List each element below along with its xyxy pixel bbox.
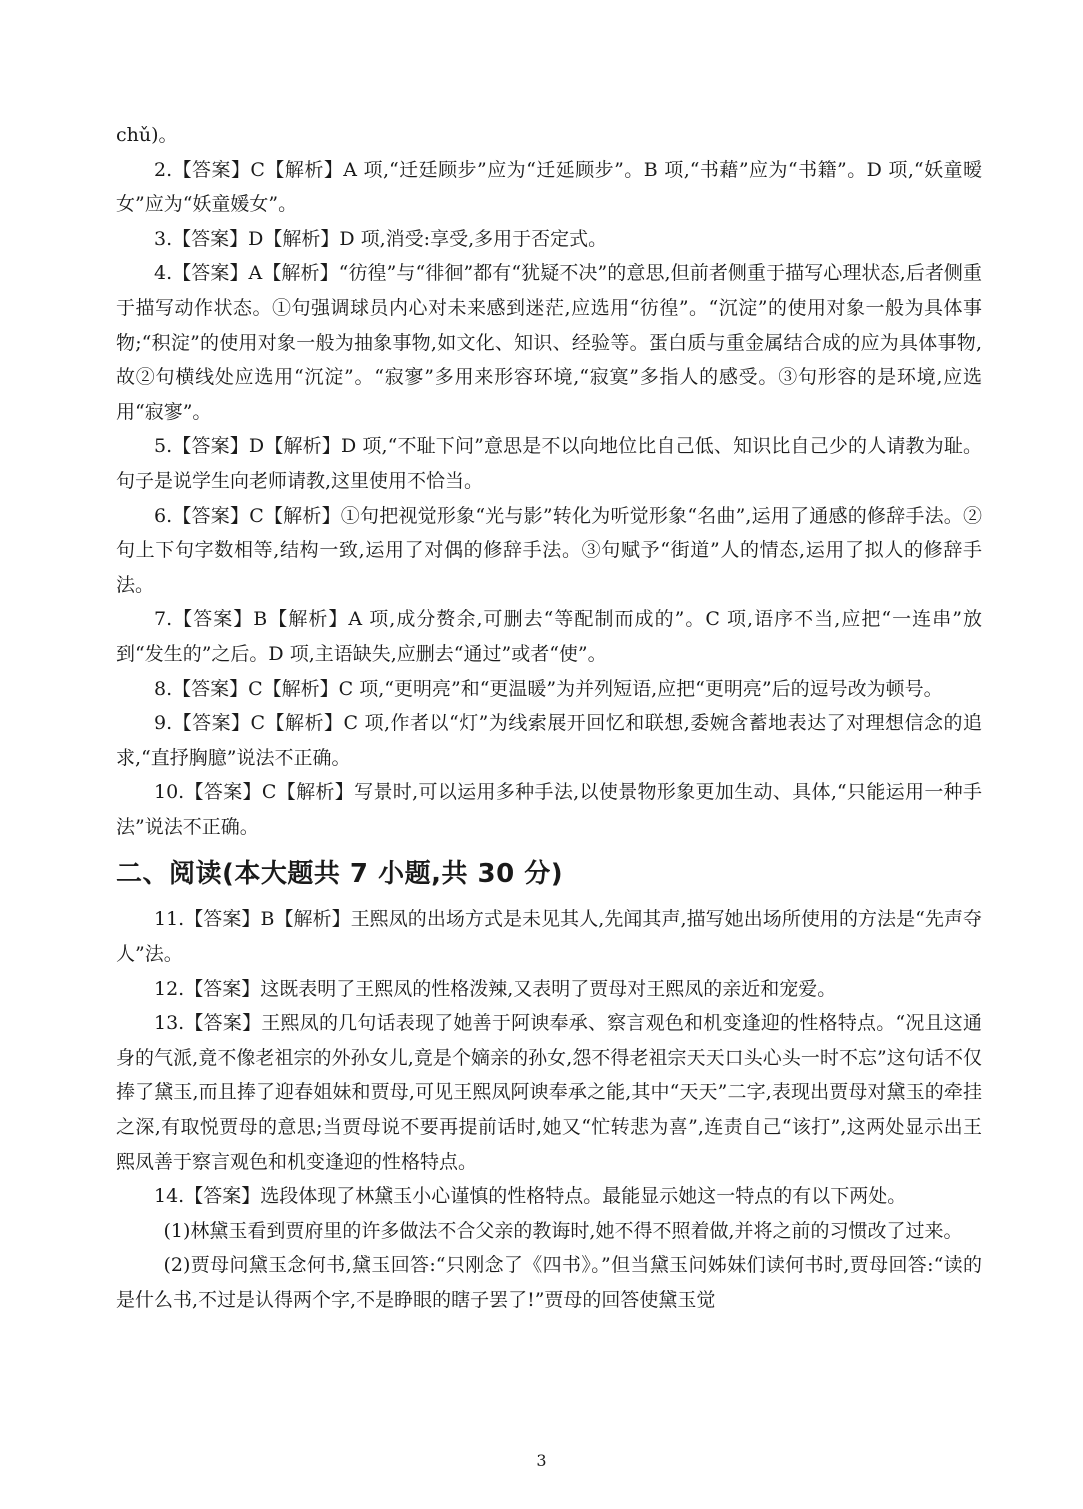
answer-item-2: 2.【答案】C【解析】A 项,“迁廷顾步”应为“迁延顾步”。B 项,“书藉”应为“书籍”。D 项,“妖童暧女”应为“妖童媛女”。 bbox=[116, 158, 982, 216]
answer-item-9: 9.【答案】C【解析】C 项,作者以“灯”为线索展开回忆和联想,委婉含蓄地表达了对理想信念的追求,“直抒胸臆”说法不正确。 bbox=[116, 712, 982, 769]
answer-item-14: 14.【答案】选段体现了林黛玉小心谨慎的性格特点。最能显示她这一特点的有以下两处。 bbox=[154, 1185, 907, 1208]
section-heading-reading: 二、阅读(本大题共 7 小题,共 30 分) bbox=[116, 859, 564, 890]
answer-item-10: 10.【答案】C【解析】写景时,可以运用多种手法,以使景物形象更加生动、具体,“只能运用一种手法”说法不正确。 bbox=[116, 781, 982, 838]
answer-item-6: 6.【答案】C【解析】①句把视觉形象“光与影”转化为听觉形象“名曲”,运用了通感的修辞手法。②句上下句字数相等,结构一致,运用了对偶的修辞手法。③句赋予“街道”人的情态,运用了拟人的修辞手法。 bbox=[116, 504, 982, 596]
answer-item-5: 5.【答案】D【解析】D 项,“不耻下问”意思是不以向地位比自己低、知识比自己少的人请教为耻。句子是说学生向老师请教,这里使用不恰当。 bbox=[116, 435, 982, 492]
answer-item-7: 7.【答案】B【解析】A 项,成分赘余,可删去“等配制而成的”。C 项,语序不当,应把“一连串”放到“发生的”之后。D 项,主语缺失,应删去“通过”或者“使”。 bbox=[116, 608, 982, 665]
answer-item-4: 4.【答案】A【解析】“彷徨”与“徘徊”都有“犹疑不决”的意思,但前者侧重于描写心理状态,后者侧重于描写动作状态。①句强调球员内心对未来感到迷茫,应选用“彷徨”。“沉淀”的使用对象一般为具体事物;“积淀”的使用对象一般为抽象事物,如文化、知识、经验等。蛋白质与重金属结合成的应为具体事物,故②句横线处应选用“沉淀”。“寂寥”多用来形容环境,“寂寞”多指人的感受。③句形容的是环境,应选用“寂寥”。 bbox=[116, 262, 982, 423]
answer-item-11: 11.【答案】B【解析】王熙凤的出场方式是未见其人,先闻其声,描写她出场所使用的方法是“先声夺人”法。 bbox=[116, 908, 982, 966]
answer-item-8: 8.【答案】C【解析】C 项,“更明亮”和“更温暖”为并列短语,应把“更明亮”后的逗号改为顿号。 bbox=[154, 677, 943, 700]
page-number: 3 bbox=[536, 1451, 547, 1470]
answer-item-12: 12.【答案】这既表明了王熙凤的性格泼辣,又表明了贾母对王熙凤的亲近和宠爱。 bbox=[154, 977, 837, 1000]
answer-item-13: 13.【答案】王熙凤的几句话表现了她善于阿谀奉承、察言观色和机变逢迎的性格特点。“况且这通身的气派,竟不像老祖宗的外孙女儿,竟是个嫡亲的孙女,怨不得老祖宗天天口头心头一时不忘”这句话不仅捧了黛玉,而且捧了迎春姐妹和贾母,可见王熙凤阿谀奉承之能,其中“天天”二字,表现出贾母对黛玉的牵挂之深,有取悦贾母的意思;当贾母说不要再提前话时,她又“忙转悲为喜”,连责自己“该打”,这两处显示出王熙凤善于察言观色和机变逢迎的性格特点。 bbox=[116, 1012, 982, 1173]
answer-key-content bbox=[116, 118, 982, 1318]
answer-item-3: 3.【答案】D【解析】D 项,消受:享受,多用于否定式。 bbox=[154, 227, 608, 250]
answer-item-14-point-2: (2)贾母问黛玉念何书,黛玉回答:“只刚念了《四书》。”但当黛玉问姊妹们读何书时,贾母回答:“读的是什么书,不过是认得两个字,不是睁眼的瞎子罢了!”贾母的回答使黛玉觉 bbox=[116, 1254, 982, 1311]
continuation-line: chǔ)。 bbox=[116, 124, 178, 146]
answer-item-14-point-1: (1)林黛玉看到贾府里的许多做法不合父亲的教诲时,她不得不照着做,并将之前的习惯改了过来。 bbox=[163, 1219, 963, 1242]
